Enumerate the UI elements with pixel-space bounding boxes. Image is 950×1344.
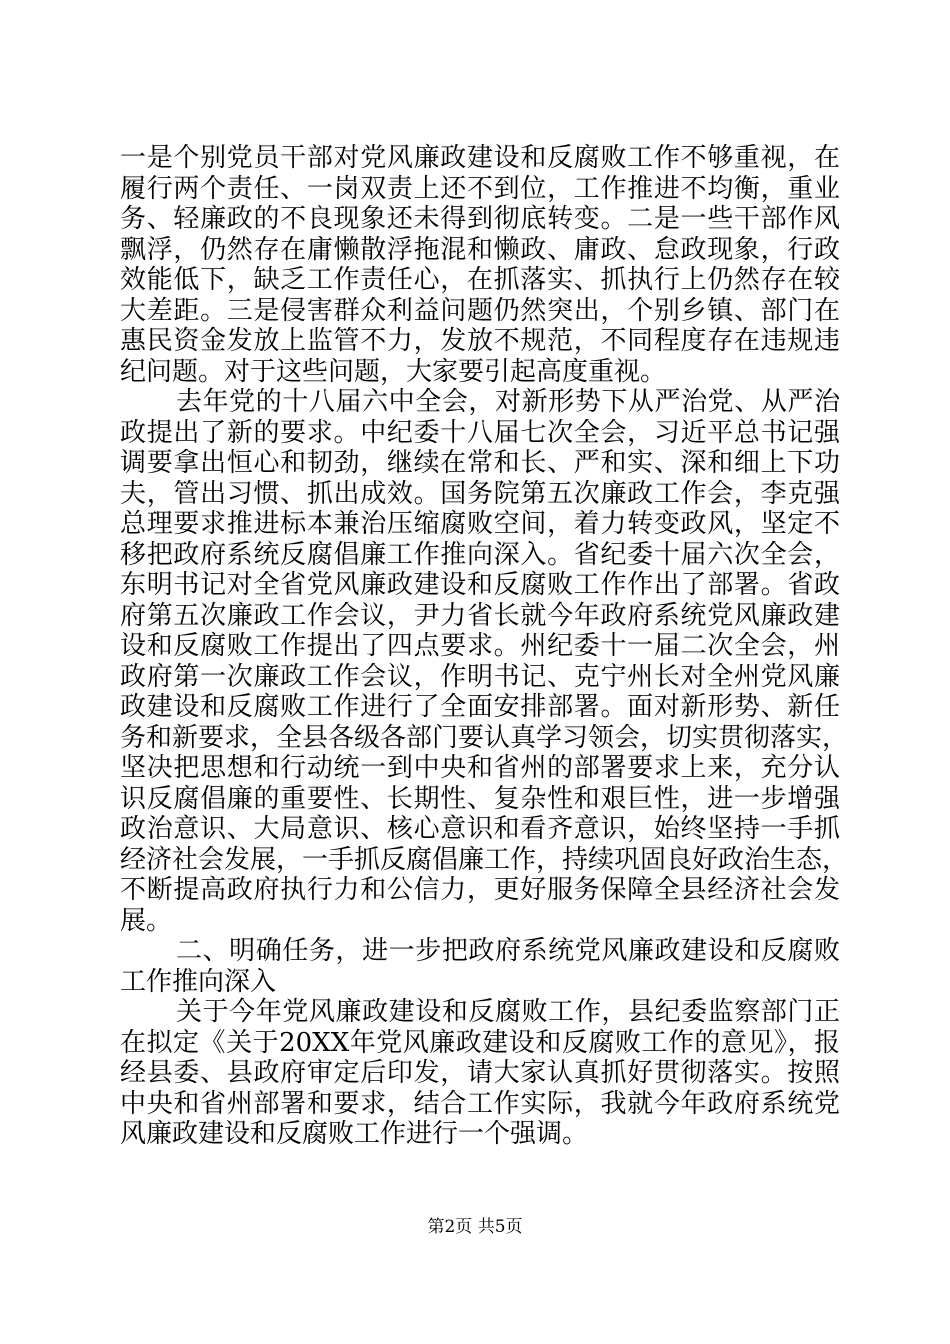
paragraph-first-line: 二、明确任务，进一步把政府系统党风廉政建设和反腐败 — [176, 936, 840, 966]
body-line: 纪问题。对于这些问题，大家要引起高度重视。 — [120, 356, 667, 387]
body-line: 坚决把思想和行动统一到中央和省州的部署要求上来，充分认 — [120, 753, 840, 783]
body-line: 经济社会发展，一手抓反腐倡廉工作，持续巩固良好政治生态， — [120, 844, 849, 875]
body-line: 大差距。三是侵害群众利益问题仍然突出，个别乡镇、部门在 — [120, 295, 840, 326]
body-line: 移把政府系统反腐倡廉工作推向深入。省纪委十届六次全会， — [120, 539, 840, 570]
body-line: 设和反腐败工作提出了四点要求。州纪委十一届二次全会，州 — [120, 631, 840, 661]
body-line: 惠民资金发放上监管不力，发放不规范，不同程度存在违规违 — [120, 326, 840, 356]
body-line: 履行两个责任、一岗双责上还不到位，工作推进不均衡，重业 — [120, 173, 840, 204]
body-line: 经县委、县政府审定后印发，请大家认真抓好贯彻落实。按照 — [120, 1058, 840, 1088]
body-line: 夫，管出习惯、抓出成效。国务院第五次廉政工作会，李克强 — [120, 478, 840, 509]
body-line: 总理要求推进标本兼治压缩腐败空间，着力转变政风，坚定不 — [120, 509, 840, 539]
body-line: 不断提高政府执行力和公信力，更好服务保障全县经济社会发 — [120, 875, 840, 905]
body-line: 一是个别党员干部对党风廉政建设和反腐败工作不够重视，在 — [120, 143, 840, 173]
body-line: 政治意识、大局意识、核心意识和看齐意识，始终坚持一手抓 — [120, 814, 840, 844]
body-line: 务、轻廉政的不良现象还未得到彻底转变。二是一些干部作风 — [120, 204, 840, 234]
body-line: 政建设和反腐败工作进行了全面安排部署。面对新形势、新任 — [120, 692, 840, 722]
paragraph-first-line: 去年党的十八届六中全会，对新形势下从严治党、从严治 — [176, 387, 840, 417]
body-line: 政府第一次廉政工作会议，作明书记、克宁州长对全州党风廉 — [120, 661, 840, 692]
body-line: 中央和省州部署和要求，结合工作实际，我就今年政府系统党 — [120, 1088, 840, 1119]
body-line: 识反腐倡廉的重要性、长期性、复杂性和艰巨性，进一步增强 — [120, 783, 840, 814]
body-line: 东明书记对全省党风廉政建设和反腐败工作作出了部署。省政 — [120, 570, 840, 600]
body-line: 务和新要求，全县各级各部门要认真学习领会，切实贯彻落实， — [120, 722, 849, 753]
body-line: 飘浮，仍然存在庸懒散浮拖混和懒政、庸政、怠政现象，行政 — [120, 234, 840, 265]
page-footer: 第2页 共5页 — [427, 1217, 523, 1237]
body-line: 风廉政建设和反腐败工作进行一个强调。 — [120, 1119, 589, 1149]
body-line: 府第五次廉政工作会议，尹力省长就今年政府系统党风廉政建 — [120, 600, 840, 631]
body-line: 在拟定《关于20XX年党风廉政建设和反腐败工作的意见》，报 — [120, 1027, 840, 1058]
body-line: 工作推向深入 — [120, 966, 277, 997]
paragraph-first-line: 关于今年党风廉政建设和反腐败工作，县纪委监察部门正 — [176, 997, 840, 1027]
body-line: 效能低下，缺乏工作责任心，在抓落实、抓执行上仍然存在较 — [120, 265, 840, 295]
body-line: 政提出了新的要求。中纪委十八届七次全会，习近平总书记强 — [120, 417, 840, 448]
body-line: 展。 — [120, 905, 173, 936]
body-line: 调要拿出恒心和韧劲，继续在常和长、严和实、深和细上下功 — [120, 448, 840, 478]
